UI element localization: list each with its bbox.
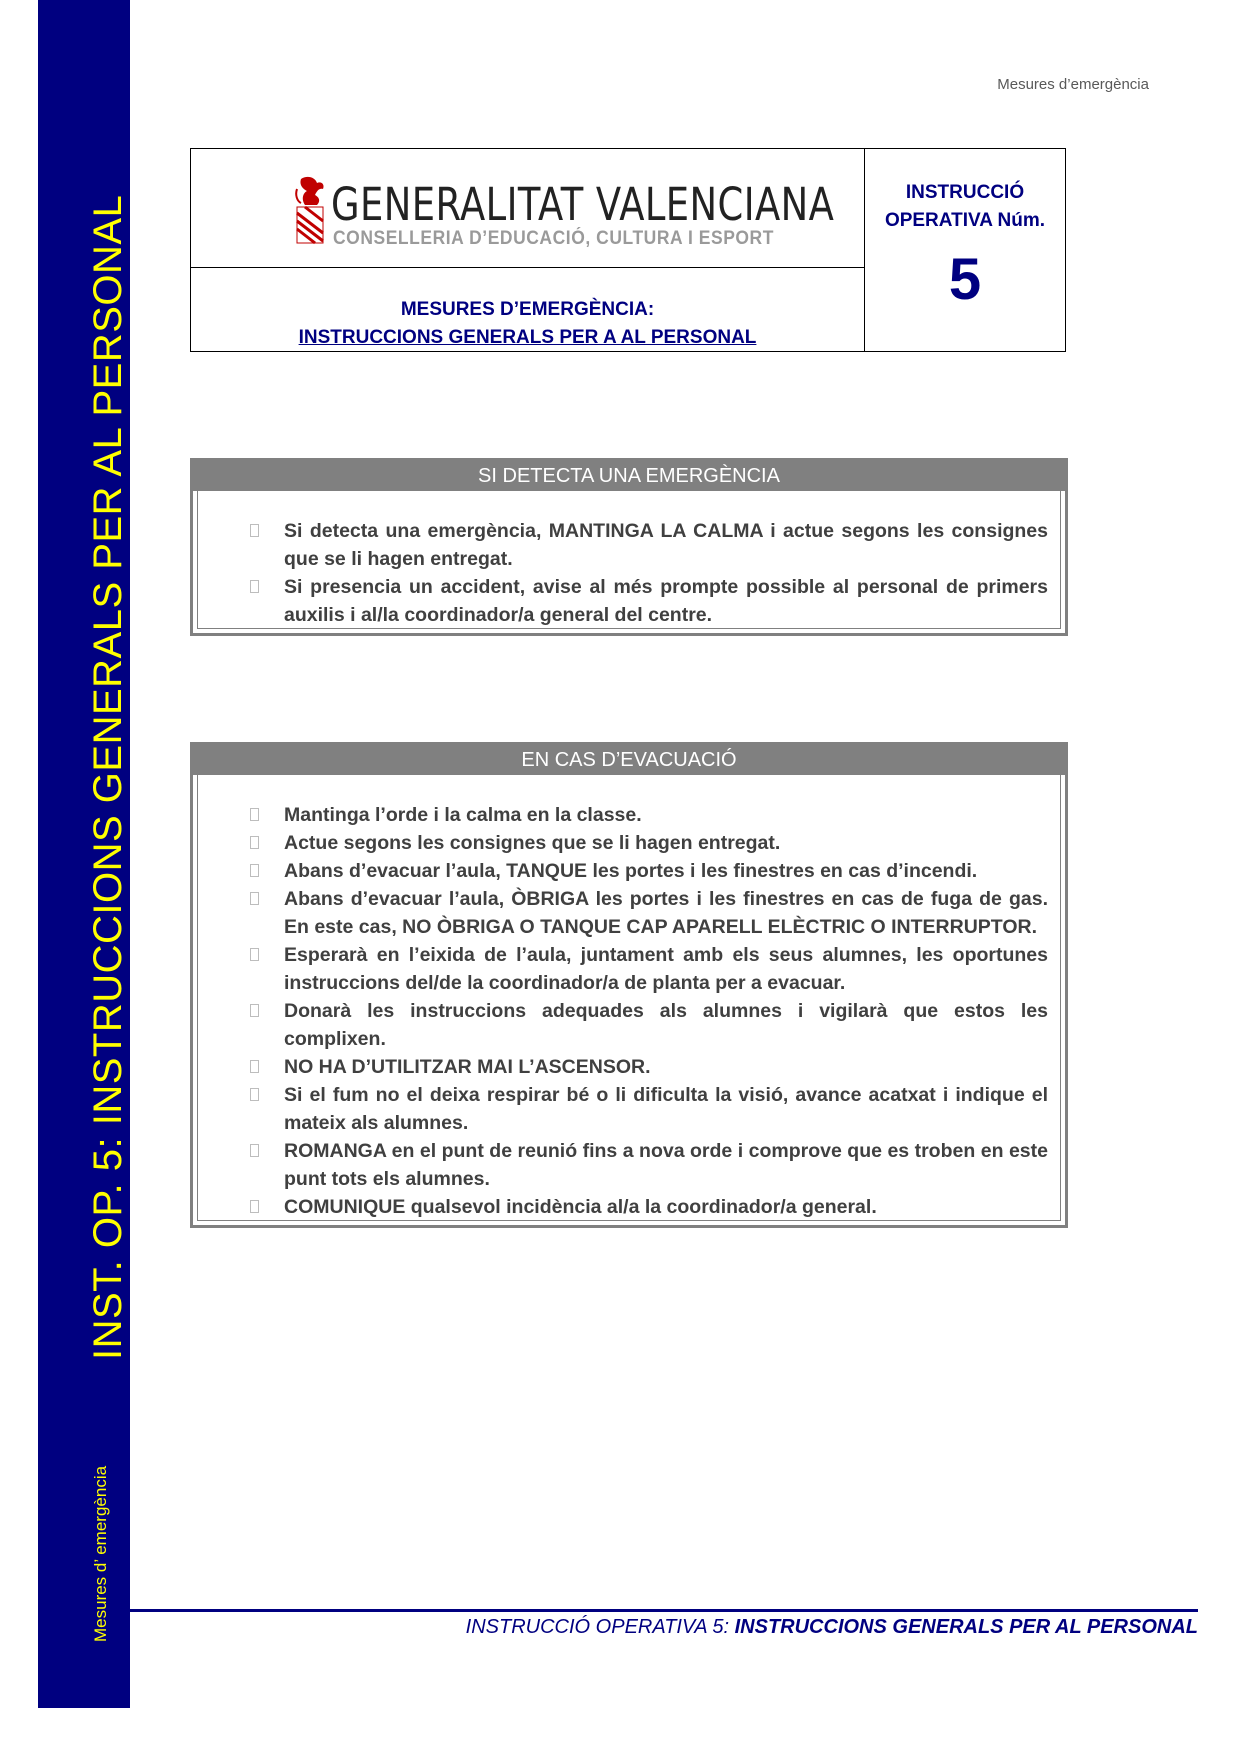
running-head: Mesures d’emergència — [997, 76, 1149, 93]
list-item — [198, 517, 1060, 573]
section-detect-emergency — [190, 458, 1068, 636]
footer-rule — [130, 1609, 1198, 1612]
section-body — [197, 775, 1061, 1221]
list-item — [198, 1137, 1060, 1193]
list-item — [198, 1053, 1060, 1081]
instruction-list — [198, 517, 1060, 629]
bullet-box-icon — [250, 1088, 259, 1101]
list-item — [198, 1193, 1060, 1221]
list-item-text: Si el fum no el deixa respirar bé o li dificulta la visió, avance acatxat i indique el mateix als alumnes. — [284, 1084, 1048, 1134]
bullet-box-icon — [250, 1144, 259, 1157]
list-item — [198, 941, 1060, 997]
list-item-text: Si detecta una emergència, MANTINGA LA CALMA i actue segons les consignes que se li hagen entregat. — [284, 520, 1048, 570]
list-item — [198, 857, 1060, 885]
list-item — [198, 997, 1060, 1053]
list-item-text: ROMANGA en el punt de reunió fins a nova orde i comprove que es troben en este punt tots els alumnes. — [284, 1140, 1048, 1190]
bullet-box-icon — [250, 524, 259, 537]
document-title-line1: MESURES D’EMERGÈNCIA: — [400, 299, 655, 320]
header-table — [190, 148, 1066, 352]
bullet-box-icon — [250, 1200, 259, 1213]
list-item-text: Actue segons les consignes que se li hagen entregat. — [284, 832, 781, 854]
bat-emblem-icon — [293, 175, 329, 245]
section-body — [197, 491, 1061, 629]
bullet-box-icon — [250, 948, 259, 961]
list-item-text: COMUNIQUE qualsevol incidència al/a la coordinador/a general. — [284, 1196, 877, 1218]
list-item-text: Donarà les instruccions adequades als alumnes i vigilarà que estos les complixen. — [284, 1000, 1048, 1050]
instruction-number: 5 — [948, 247, 982, 312]
bullet-box-icon — [250, 808, 259, 821]
document-title — [191, 296, 864, 352]
list-item — [198, 801, 1060, 829]
document-title-line2: INSTRUCCIONS GENERALS PER A AL PERSONAL — [298, 327, 757, 348]
generalitat-logo — [293, 175, 835, 249]
logo-main-text: GENERALITAT VALENCIANA — [331, 178, 835, 231]
section-heading: SI DETECTA UNA EMERGÈNCIA — [193, 461, 1065, 491]
logo-cell — [191, 149, 864, 268]
logo-sub-text: CONSELLERIA D’EDUCACIÓ, CULTURA I ESPORT — [333, 228, 774, 249]
bullet-box-icon — [250, 864, 259, 877]
list-item-text: Abans d’evacuar l’aula, ÒBRIGA les portes i les finestres en cas de fuga de gas. En este cas, NO ÒBRIGA O TANQUE CAP APARELL ELÈCTRIC O INTERRUPTOR. — [284, 888, 1048, 938]
list-item-text: Si presencia un accident, avise al més prompte possible al personal de primers auxilis i al/la coordinador/a general del centre. — [284, 576, 1048, 626]
list-item-text: NO HA D’UTILITZAR MAI L’ASCENSOR. — [284, 1056, 651, 1078]
bullet-box-icon — [250, 580, 259, 593]
section-heading: EN CAS D’EVACUACIÓ — [193, 745, 1065, 775]
instruction-number-cell — [865, 149, 1065, 351]
bullet-box-icon — [250, 1060, 259, 1073]
list-item-text: Abans d’evacuar l’aula, TANQUE les portes i les finestres en cas d’incendi. — [284, 860, 978, 882]
list-item — [198, 573, 1060, 629]
list-item-text: Esperarà en l’eixida de l’aula, juntament amb els seus alumnes, les oportunes instruccions del/de la coordinador/a de planta per a evacuar. — [284, 944, 1048, 994]
instruction-label-2: OPERATIVA Núm. — [884, 210, 1046, 231]
bullet-box-icon — [250, 1004, 259, 1017]
sidebar-subtitle: Mesures d’ emergència — [91, 1465, 110, 1642]
instruction-list — [198, 801, 1060, 1221]
list-item — [198, 1081, 1060, 1137]
footer-bold: INSTRUCCIONS GENERALS PER AL PERSONAL — [734, 1616, 1198, 1638]
sidebar-title: INST. OP. 5: INSTRUCCIONS GENERALS PER AL PERSONAL — [86, 194, 130, 1360]
bullet-box-icon — [250, 836, 259, 849]
footer-prefix: INSTRUCCIÓ OPERATIVA 5: — [465, 1616, 735, 1638]
list-item — [198, 885, 1060, 941]
footer-text — [466, 1616, 1198, 1639]
section-evacuation — [190, 742, 1068, 1228]
instruction-label: INSTRUCCIÓ — [905, 182, 1025, 203]
bullet-box-icon — [250, 892, 259, 905]
list-item-text: Mantinga l’orde i la calma en la classe. — [284, 804, 642, 826]
list-item — [198, 829, 1060, 857]
header-left-column — [191, 149, 865, 351]
